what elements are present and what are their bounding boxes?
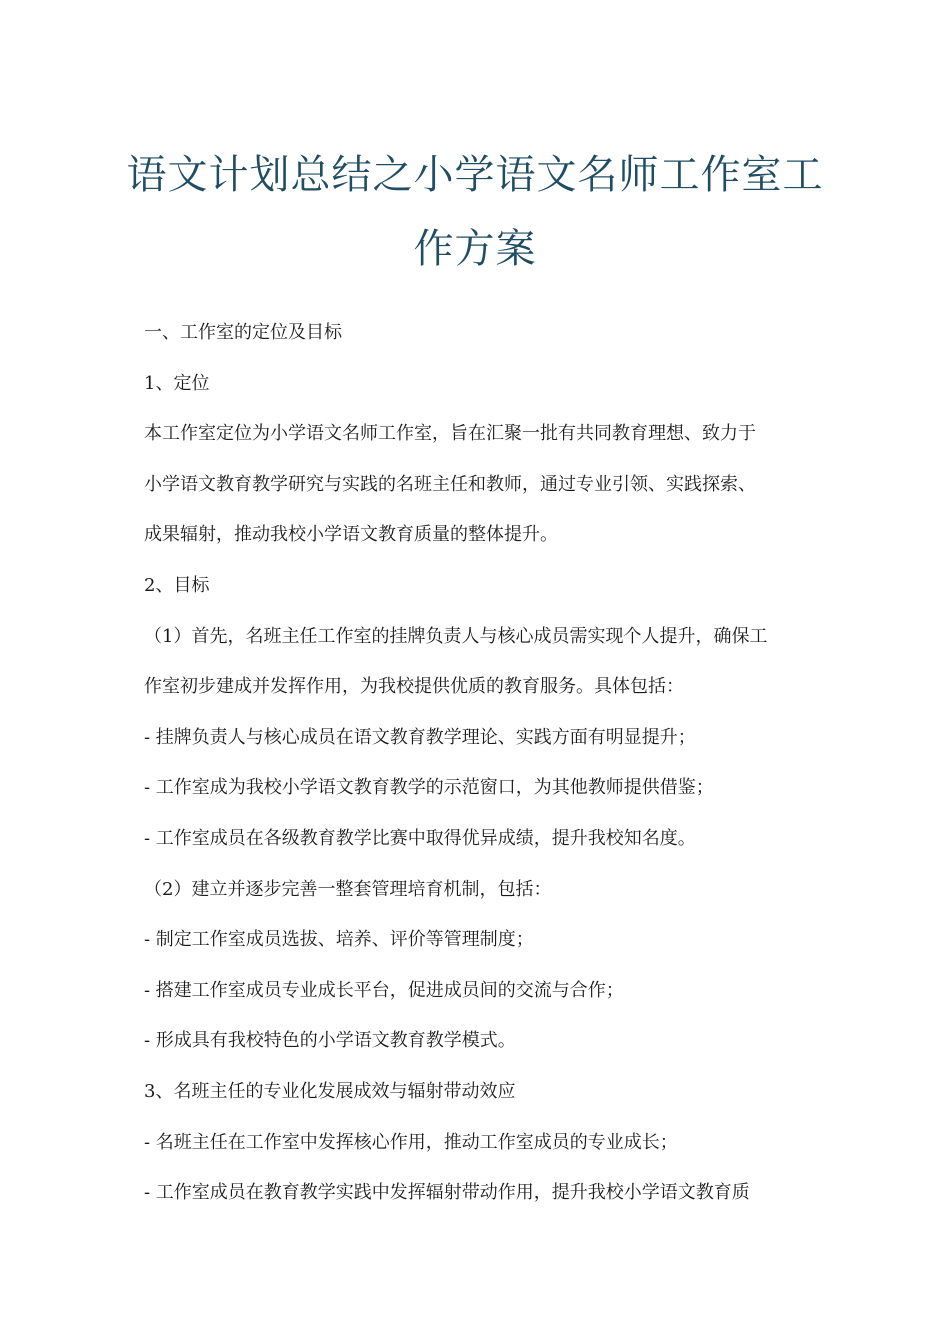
list-item: - 工作室成员在各级教育教学比赛中取得优异成绩，提升我校知名度。 bbox=[144, 827, 696, 849]
paragraph-line: （2）建立并逐步完善一整套管理培育机制，包括： bbox=[144, 878, 552, 900]
subsection-heading-positioning: 1、定位 bbox=[144, 372, 210, 394]
paragraph-line: 作室初步建成并发挥作用，为我校提供优质的教育服务。具体包括： bbox=[144, 676, 684, 698]
list-item: - 形成具有我校特色的小学语文教育教学模式。 bbox=[144, 1030, 516, 1052]
title-line-1: 语文计划总结之小学语文名师工作室工 bbox=[126, 152, 824, 198]
subsection-heading-goals: 2、目标 bbox=[144, 574, 210, 596]
list-item: - 工作室成为我校小学语文教育教学的示范窗口，为其他教师提供借鉴； bbox=[144, 777, 714, 799]
document-body bbox=[144, 308, 816, 1219]
list-item: - 制定工作室成员选拔、培养、评价等管理制度； bbox=[144, 929, 534, 951]
list-item: - 挂牌负责人与核心成员在语文教育教学理论、实践方面有明显提升； bbox=[144, 726, 696, 748]
paragraph-line: 小学语文教育教学研究与实践的名班主任和教师，通过专业引领、实践探索、 bbox=[144, 473, 756, 495]
list-item: - 工作室成员在教育教学实践中发挥辐射带动作用，提升我校小学语文教育质 bbox=[144, 1182, 750, 1204]
paragraph-line: 成果辐射，推动我校小学语文教育质量的整体提升。 bbox=[144, 524, 558, 546]
section-heading-1: 一、工作室的定位及目标 bbox=[144, 322, 342, 343]
list-item: - 搭建工作室成员专业成长平台，促进成员间的交流与合作； bbox=[144, 979, 624, 1001]
paragraph-line: （1）首先，名班主任工作室的挂牌负责人与核心成员需实现个人提升，确保工 bbox=[144, 625, 768, 647]
document-title bbox=[100, 138, 850, 286]
subsection-heading-development: 3、名班主任的专业化发展成效与辐射带动效应 bbox=[144, 1080, 516, 1102]
title-line-2: 作方案 bbox=[413, 226, 537, 272]
list-item: - 名班主任在工作室中发挥核心作用，推动工作室成员的专业成长； bbox=[144, 1131, 678, 1153]
paragraph-line: 本工作室定位为小学语文名师工作室，旨在汇聚一批有共同教育理想、致力于 bbox=[144, 423, 756, 445]
